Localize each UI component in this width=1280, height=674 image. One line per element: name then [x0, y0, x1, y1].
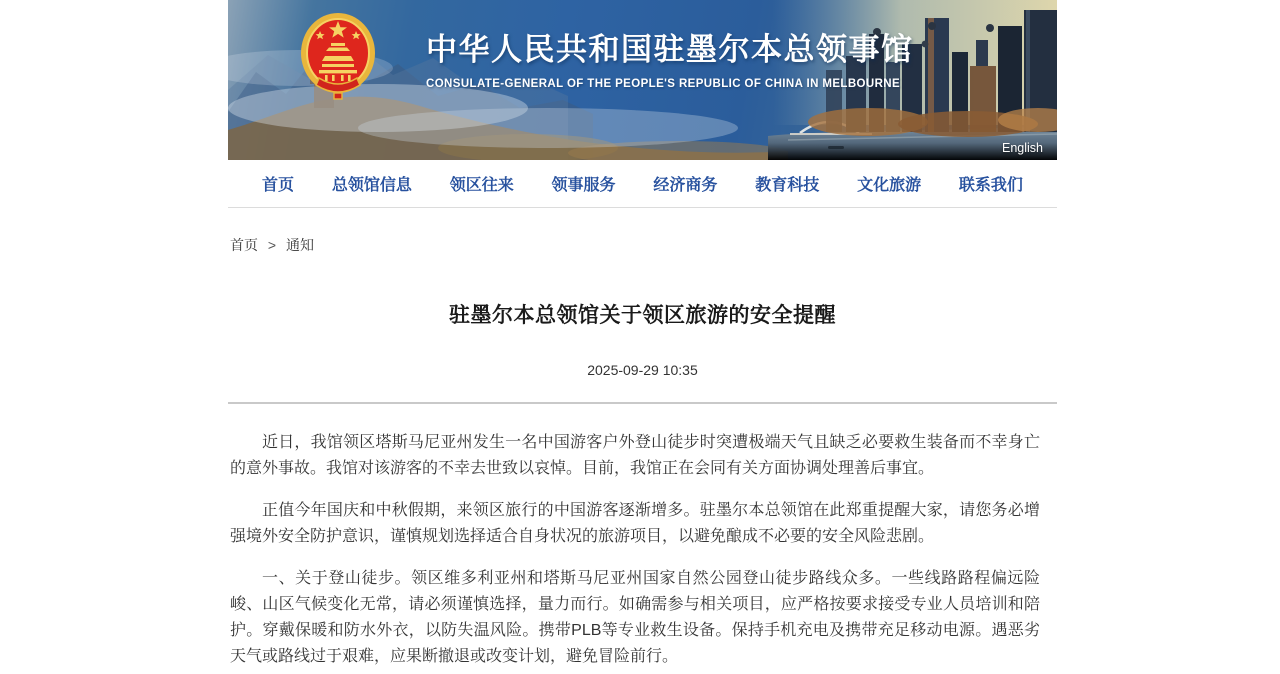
- nav-item-consular-services[interactable]: 领事服务: [551, 177, 616, 194]
- article-title: 驻墨尔本总领馆关于领区旅游的安全提醒: [449, 304, 836, 327]
- banner-titles: [426, 24, 914, 90]
- nav-item-education-science[interactable]: 教育科技: [755, 177, 820, 194]
- main-navigation: [228, 160, 1057, 208]
- nav-item-contact-us[interactable]: 联系我们: [958, 177, 1023, 194]
- site-title-english: CONSULATE-GENERAL OF THE PEOPLE'S REPUBLIC OF CHINA IN MELBOURNE: [426, 78, 901, 90]
- nav-item-consulate-info[interactable]: 总领馆信息: [331, 177, 412, 194]
- nav-item-consular-district[interactable]: 领区往来: [449, 177, 514, 194]
- article-paragraph: 正值今年国庆和中秋假期，来领区旅行的中国游客逐渐增多。驻墨尔本总领馆在此郑重提醒大家，请您务必增强境外安全防护意识，谨慎规划选择适合自身状况的旅游项目，以避免酿成不必要的安全风险悲剧。: [230, 502, 1040, 545]
- article-publish-date: 2025-09-29 10:35: [587, 362, 698, 378]
- breadcrumb-current-link[interactable]: 通知: [285, 237, 314, 253]
- china-national-emblem-icon: [298, 8, 378, 106]
- article-body: [228, 404, 1057, 670]
- site-title-chinese: 中华人民共和国驻墨尔本总领事馆: [426, 32, 914, 67]
- nav-item-economy-trade[interactable]: 经济商务: [653, 177, 718, 194]
- site-banner: [228, 0, 1057, 160]
- nav-item-culture-tourism[interactable]: 文化旅游: [857, 177, 922, 194]
- breadcrumb-home-link[interactable]: 首页: [230, 237, 258, 253]
- nav-item-home[interactable]: 首页: [262, 177, 295, 194]
- english-language-link[interactable]: English: [1002, 141, 1043, 155]
- breadcrumb: [230, 235, 1057, 255]
- breadcrumb-separator: >: [267, 237, 277, 253]
- article-paragraph: 近日，我馆领区塔斯马尼亚州发生一名中国游客户外登山徒步时突遭极端天气且缺乏必要救生装备而不幸身亡的意外事故。我馆对该游客的不幸去世致以哀悼。目前，我馆正在会同有关方面协调处理善后事宜。: [230, 434, 1040, 477]
- article-paragraph: 一、关于登山徒步。领区维多利亚州和塔斯马尼亚州国家自然公园登山徒步路线众多。一些线路路程偏远险峻、山区气候变化无常，请必须谨慎选择，量力而行。如确需参与相关项目，应严格按要求接受专业人员培训和陪护。穿戴保暖和防水外衣，以防失温风险。携带PLB等专业救生设备。保持手机充电及携带充足移动电源。遇恶劣天气或路线过于艰难，应果断撤退或改变计划，避免冒险前行。: [230, 570, 1040, 665]
- content-column: [228, 0, 1057, 674]
